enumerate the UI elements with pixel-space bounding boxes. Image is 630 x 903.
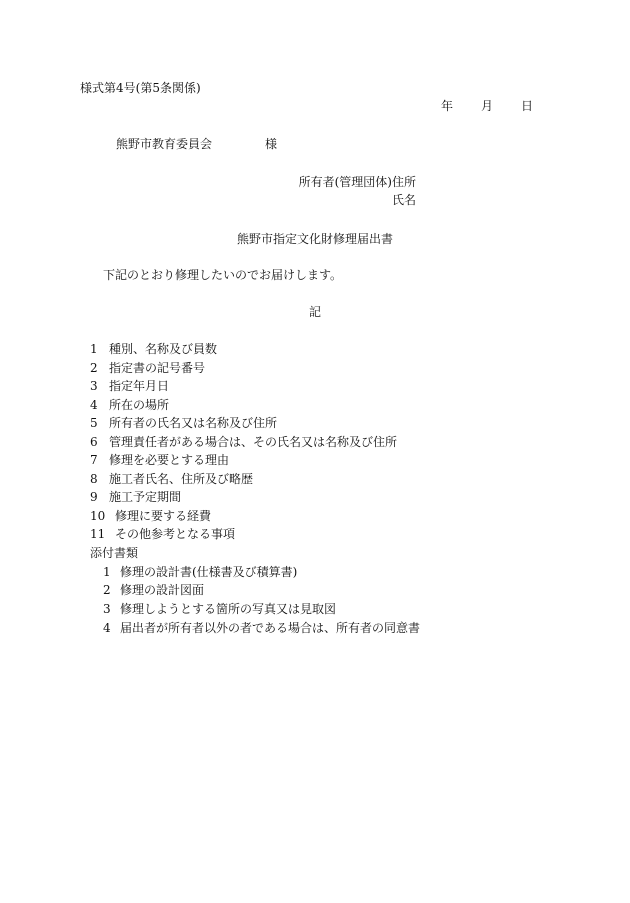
item-number: 9 — [90, 490, 98, 504]
date-year-label: 年 — [441, 99, 454, 113]
attachments-heading: 添付書類 — [90, 546, 139, 560]
attachment-text: 修理の設計書(仕様書及び積算書) — [120, 565, 298, 579]
document-title: 熊野市指定文化財修理届出書 — [236, 232, 393, 246]
intro-text: 下記のとおり修理したいのでお届けします。 — [103, 268, 343, 282]
item-number: 5 — [90, 416, 98, 430]
addressee-honorific: 様 — [265, 137, 278, 151]
item-text: 指定年月日 — [109, 379, 170, 393]
item-number: 2 — [90, 361, 98, 375]
item-text: 修理を必要とする理由 — [109, 453, 230, 467]
item-number: 3 — [90, 379, 98, 393]
date-day-label: 日 — [521, 99, 534, 113]
item-text: 管理責任者がある場合は、その氏名又は名称及び住所 — [109, 435, 398, 449]
owner-address-label: 所有者(管理団体)住所 — [298, 175, 416, 189]
attachment-number: 4 — [103, 621, 111, 635]
item-text: 施工者氏名、住所及び略歴 — [109, 472, 254, 486]
item-text: 修理に要する経費 — [115, 509, 212, 523]
item-number: 7 — [90, 453, 98, 467]
attachment-text: 届出者が所有者以外の者である場合は、所有者の同意書 — [120, 621, 421, 635]
attachment-text: 修理の設計図面 — [120, 583, 205, 597]
attachment-number: 1 — [103, 565, 111, 579]
ki-label: 記 — [308, 305, 321, 319]
item-text: その他参考となる事項 — [115, 527, 236, 541]
item-number: 8 — [90, 472, 98, 486]
item-text: 指定書の記号番号 — [109, 361, 206, 375]
item-text: 種別、名称及び員数 — [109, 342, 218, 356]
date-line — [441, 100, 533, 112]
attachment-text: 修理しようとする箇所の写真又は見取図 — [120, 602, 337, 616]
owner-name-label: 氏名 — [391, 193, 416, 207]
item-number: 6 — [90, 435, 98, 449]
item-number: 10 — [90, 509, 106, 523]
item-text: 所在の場所 — [109, 398, 170, 412]
item-number: 11 — [90, 527, 106, 541]
item-number: 4 — [90, 398, 98, 412]
attachment-number: 2 — [103, 583, 111, 597]
item-text: 施工予定期間 — [109, 490, 182, 504]
form-label: 様式第4号(第5条関係) — [80, 81, 201, 95]
date-month-label: 月 — [481, 99, 494, 113]
item-number: 1 — [90, 342, 98, 356]
attachment-number: 3 — [103, 602, 111, 616]
addressee-name: 熊野市教育委員会 — [116, 137, 213, 151]
item-text: 所有者の氏名又は名称及び住所 — [109, 416, 278, 430]
